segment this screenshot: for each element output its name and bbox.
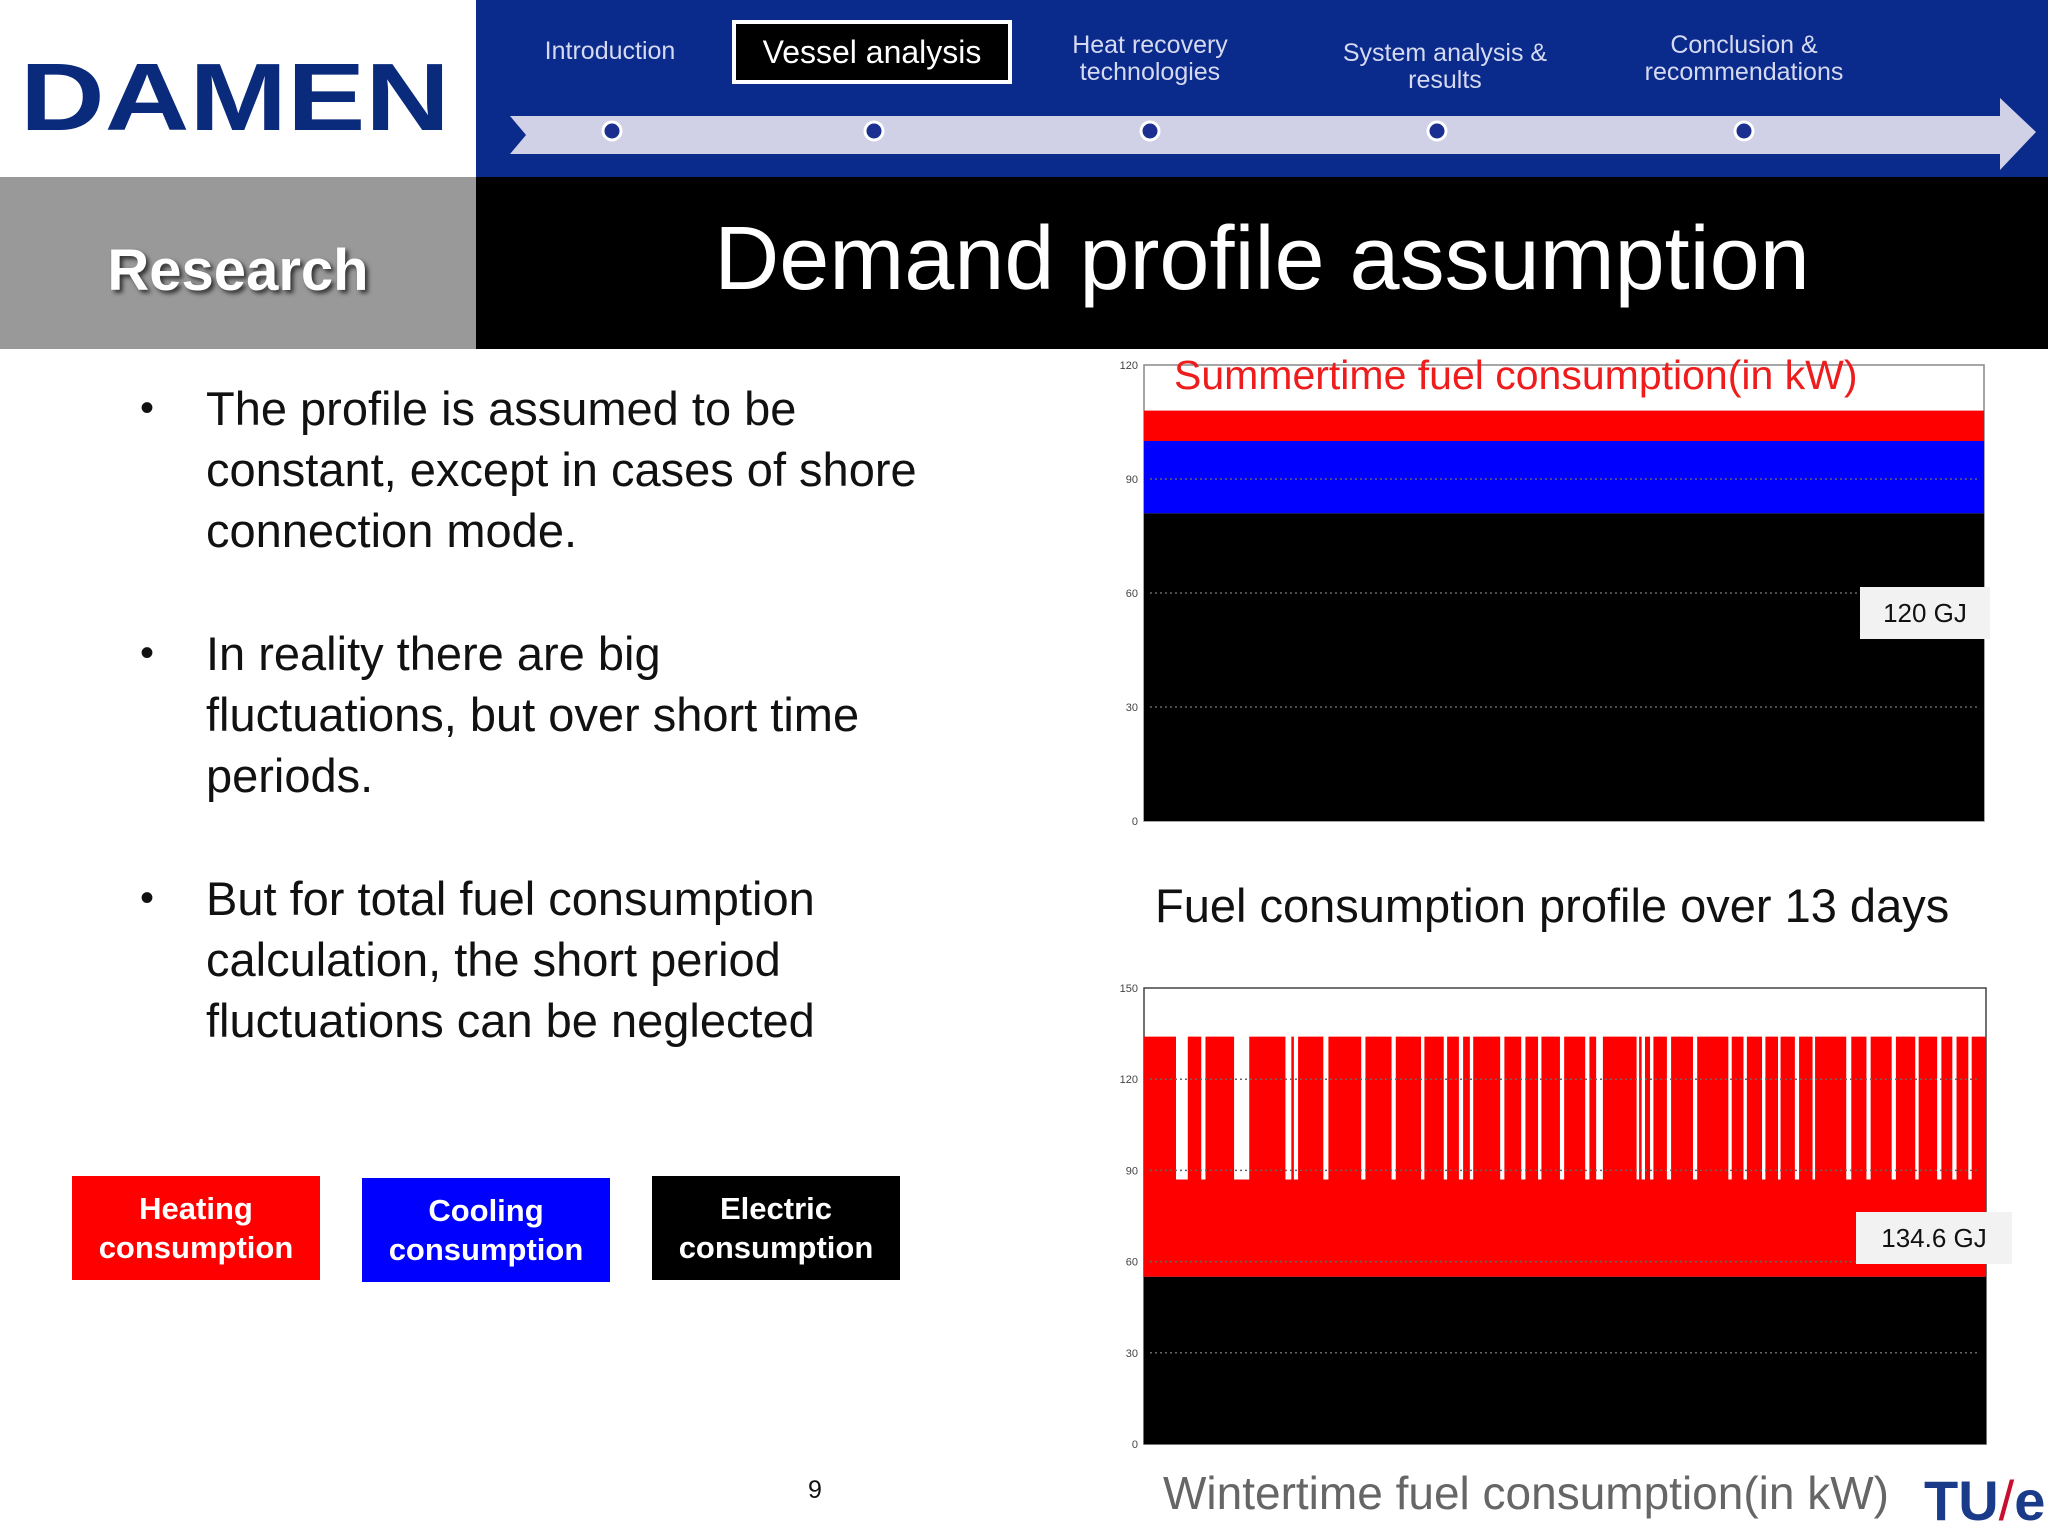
winter-heating-dip [1459, 1036, 1463, 1180]
winter-heating-dip [1968, 1036, 1971, 1180]
section-label-box [0, 177, 476, 349]
winter-total-label: 134.6 GJ [1881, 1223, 1987, 1253]
winter-heating-dip [1538, 1036, 1541, 1180]
page-number: 9 [808, 1476, 822, 1504]
winter-heating-dip [1596, 1036, 1603, 1180]
legend-heating [72, 1176, 320, 1280]
winter-heating-dip [1637, 1036, 1640, 1180]
summer-ytick-label: 0 [1131, 816, 1138, 828]
winter-heating-dip [1937, 1036, 1941, 1180]
winter-ytick-label: 0 [1131, 1439, 1138, 1451]
winter-heating-dip [1795, 1036, 1799, 1180]
winter-heating-dip [1323, 1036, 1328, 1180]
winter-heating-dip [1650, 1036, 1653, 1180]
summer-total-label: 120 GJ [1883, 598, 1967, 628]
winter-heating-dip [1642, 1036, 1645, 1180]
summer-ytick-label: 30 [1125, 702, 1138, 714]
page-title: Demand profile assumption [714, 209, 1810, 309]
winter-ytick-label: 30 [1125, 1347, 1138, 1360]
logo-area [0, 0, 476, 177]
winter-heating-dip [1846, 1036, 1851, 1180]
winter-heating-dip [1667, 1036, 1671, 1180]
nav-dot-system-analysis[interactable] [1428, 122, 1446, 140]
progress-arrow [510, 98, 2040, 174]
winter-heating-dip [1176, 1036, 1188, 1180]
legend-electric-label: Electric consumption [678, 1191, 874, 1265]
winter-heating-dip [1952, 1036, 1956, 1180]
bullet-text: The profile is assumed to be constant, except in cases of shore connection mode. [206, 382, 917, 557]
winter-heating-dip [1560, 1036, 1564, 1180]
winter-heating-dip [1444, 1036, 1447, 1180]
winter-heating-dip [1728, 1036, 1731, 1180]
winter-electric-band [1144, 1277, 1986, 1444]
bullet-list [140, 378, 920, 1113]
winter-heating-dip [1778, 1036, 1781, 1180]
winter-heating-dip [1421, 1036, 1424, 1180]
winter-heating-dip [1201, 1036, 1205, 1180]
nav-item-system-analysis[interactable]: System analysis & results [1342, 39, 1548, 94]
bullet-dot-icon: • [140, 631, 155, 675]
damen-logo [20, 50, 452, 136]
nav-item-vessel-analysis[interactable]: Vessel analysis [732, 20, 1012, 84]
bullet-dot-icon: • [140, 386, 155, 430]
nav-dot-vessel-analysis[interactable] [865, 122, 883, 140]
bullet-item [140, 623, 920, 806]
summer-ytick-label: 120 [1119, 360, 1138, 372]
winter-ytick-label: 120 [1119, 1074, 1138, 1087]
bullet-text: But for total fuel consumption calculation, the short period fluctuations can be neglected [206, 872, 815, 1047]
winter-heating-dip [1744, 1036, 1747, 1180]
summer-chart [1100, 355, 2010, 835]
legend-heating-label: Heating consumption [98, 1191, 294, 1265]
winter-heating-dip [1813, 1036, 1816, 1180]
damen-logo-letters [20, 50, 450, 136]
winter-heating-dip [1294, 1036, 1298, 1180]
nav-dot-conclusion[interactable] [1735, 122, 1753, 140]
summer-band-heating-consumption [1144, 411, 1984, 441]
section-label: Research [107, 237, 369, 303]
winter-heating-dip [1361, 1036, 1365, 1180]
winter-ytick-label: 150 [1119, 983, 1138, 995]
nav-item-heat-recovery[interactable]: Heat recovery technologies [1072, 31, 1228, 86]
bullet-item [140, 868, 920, 1051]
winter-heating-dip [1392, 1036, 1396, 1180]
winter-heating-dip [1762, 1036, 1765, 1180]
nav-item-introduction[interactable]: Introduction [544, 37, 676, 65]
legend-cooling [362, 1178, 610, 1282]
winter-heating-dip [1892, 1036, 1896, 1180]
summer-ytick-label: 90 [1125, 474, 1138, 486]
winter-heating-dip [1866, 1036, 1870, 1180]
nav-dot-heat-recovery[interactable] [1141, 122, 1159, 140]
winter-ytick-label: 60 [1125, 1256, 1138, 1269]
summer-ytick-label: 60 [1125, 588, 1138, 600]
winter-heating-dip [1693, 1036, 1697, 1180]
profile-caption: Fuel consumption profile over 13 days [1155, 879, 1950, 932]
legend-electric [652, 1176, 900, 1280]
legend-cooling-label: Cooling consumption [388, 1193, 584, 1267]
bullet-item [140, 378, 920, 561]
summer-band-electric-consumption [1144, 513, 1984, 821]
summer-chart-title: Summertime fuel consumption(in kW) [1174, 355, 1858, 398]
winter-chart [1100, 978, 2012, 1454]
progress-arrow-shape [510, 98, 2036, 170]
winter-heating-dip [1915, 1036, 1918, 1180]
winter-heating-dip [1500, 1036, 1504, 1180]
winter-caption: Wintertime fuel consumption(in kW) [1163, 1467, 1889, 1519]
bullet-text: In reality there are big fluctuations, but over short time periods. [206, 627, 860, 802]
tue-logo: TU/e [1924, 1469, 2046, 1532]
winter-ytick-label: 90 [1125, 1165, 1138, 1178]
winter-heating-dip [1234, 1036, 1249, 1180]
summer-band-cooling-consumption [1144, 441, 1984, 513]
bullet-dot-icon: • [140, 876, 155, 920]
nav-dot-introduction[interactable] [603, 122, 621, 140]
winter-heating-dip [1470, 1036, 1473, 1180]
winter-heating-dip [1285, 1036, 1291, 1180]
winter-heating-dip [1585, 1036, 1589, 1180]
damen-logo-text: DAMEN [20, 50, 450, 136]
title-bar [476, 177, 2048, 349]
winter-heating-dip [1521, 1036, 1525, 1180]
nav-item-conclusion[interactable]: Conclusion & recommendations [1644, 31, 1844, 86]
